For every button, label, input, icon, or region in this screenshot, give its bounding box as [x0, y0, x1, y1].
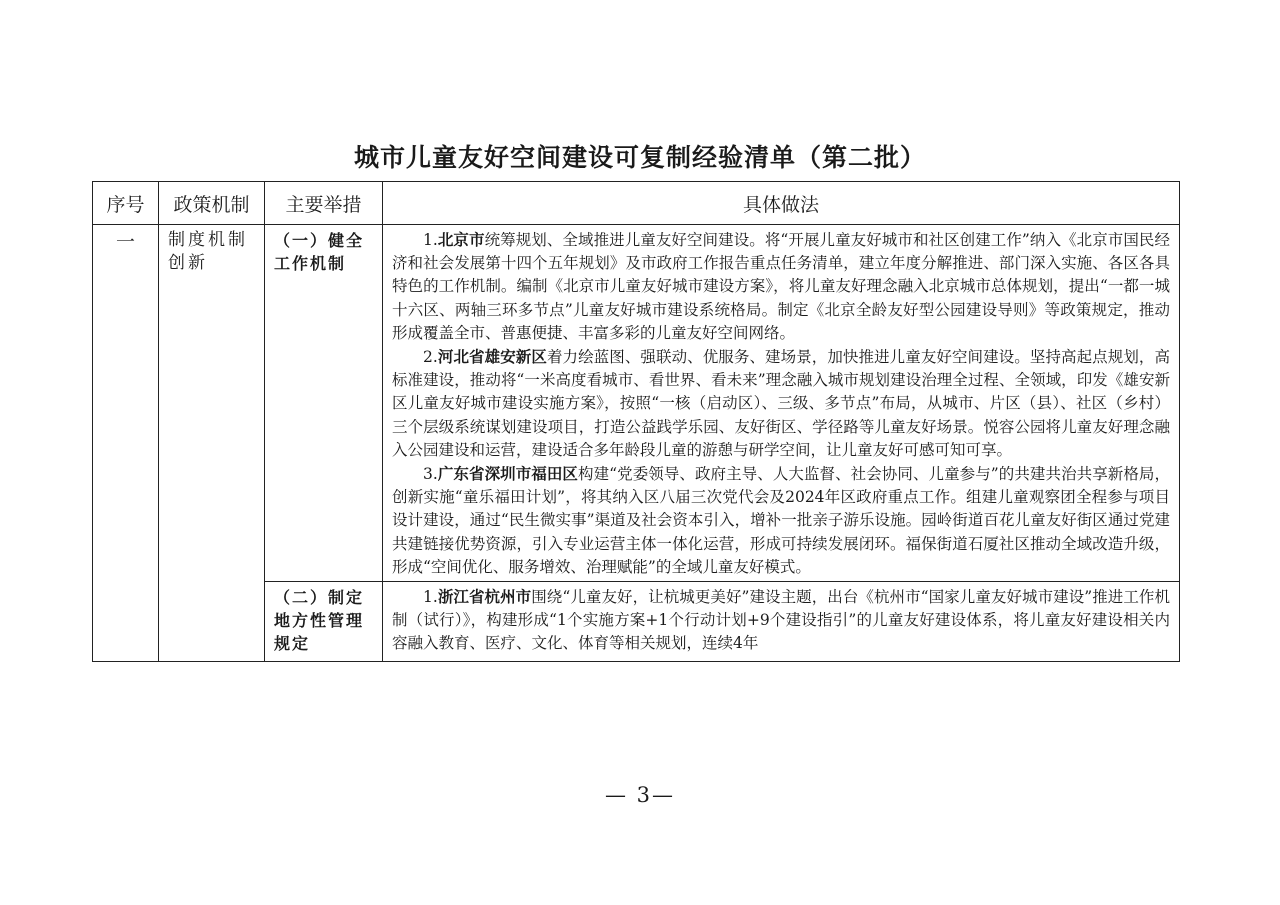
- header-detail: 具体做法: [383, 182, 1180, 225]
- item-text: 围绕“儿童友好，让杭城更美好”建设主题，出台《杭州市“国家儿童友好城市建设”推进工作机制（试行）》，构建形成“1个实施方案+1个行动计划+9个建设指引”的儿童友好建设体系，将儿童友好建设相关内容融入教育、医疗、文化、体育等相关规划，连续4年: [392, 588, 1170, 653]
- item-number: 2.: [423, 348, 438, 367]
- header-measure: 主要举措: [265, 182, 383, 225]
- seq-cell: 一: [93, 225, 159, 662]
- detail-cell: [383, 582, 1180, 662]
- item-place: 北京市: [437, 230, 485, 249]
- item-number: 1.: [423, 588, 438, 607]
- detail-cell: [383, 225, 1180, 582]
- item-place: 河北省雄安新区: [437, 347, 547, 367]
- table-header-row: [93, 182, 1180, 225]
- detail-paragraph: [392, 462, 1170, 579]
- page-title: 城市儿童友好空间建设可复制经验清单（第二批）: [353, 143, 926, 172]
- policy-cell: 制度机制创新: [159, 225, 265, 662]
- item-number: 3.: [423, 465, 438, 484]
- item-text: 构建“党委领导、政府主导、人大监督、社会协同、儿童参与”的共建共治共享新格局，创新实施“童乐福田计划”，将其纳入区八届三次党代会及2024年区政府重点工作。组建儿童观察团全程参与项目设计建设，通过“民生微实事”渠道及社会资本引入，增补一批亲子游乐设施。园岭街道百花儿童友好街区通过党建共建链接优势资源，引入专业运营主体一体化运营，形成可持续发展闭环。福保街道石厦社区推动全域改造升级，形成“空间优化、服务增效、治理赋能”的全域儿童友好模式。: [392, 465, 1170, 576]
- header-seq: 序号: [93, 182, 159, 225]
- page-number: — 3—: [604, 783, 676, 807]
- measure-cell: （一）健全工作机制: [265, 225, 383, 582]
- experience-list-table: [92, 181, 1180, 662]
- item-text: 着力绘蓝图、强联动、优服务、建场景，加快推进儿童友好空间建设。坚持高起点规划，高标准建设，推动将“一米高度看城市、看世界、看未来”理念融入城市规划建设治理全过程、全领域，印发《雄安新区儿童友好城市建设实施方案》，按照“一核（启动区）、三级、多节点”布局，从城市、片区（县）、社区（乡村）三个层级系统谋划建设项目，打造公益践学乐园、友好街区、学径路等儿童友好场景。悦容公园将儿童友好理念融入公园建设和运营，建设适合多年龄段儿童的游憩与研学空间，让儿童友好可感可知可享。: [392, 348, 1170, 459]
- item-place: 浙江省杭州市: [437, 587, 532, 607]
- item-text: 统筹规划、全域推进儿童友好空间建设。将“开展儿童友好城市和社区创建工作”纳入《北京市国民经济和社会发展第十四个五年规划》及市政府工作报告重点任务清单，建立年度分解推进、部门深入实施、各区各具特色的工作机制。编制《北京市儿童友好城市建设方案》，将儿童友好理念融入北京城市总体规划，提出“一都一城十六区、两轴三环多节点”儿童友好城市建设系统格局。制定《北京全龄友好型公园建设导则》等政策规定，推动形成覆盖全市、普惠便捷、丰富多彩的儿童友好空间网络。: [392, 231, 1170, 342]
- detail-paragraph: [392, 228, 1170, 345]
- header-policy: 政策机制: [159, 182, 265, 225]
- item-number: 1.: [423, 231, 438, 249]
- table-row: [93, 225, 1180, 582]
- detail-paragraph: [392, 585, 1170, 656]
- measure-cell: （二）制定地方性管理规定: [265, 582, 383, 662]
- detail-paragraph: [392, 345, 1170, 462]
- item-place: 广东省深圳市福田区: [437, 464, 578, 484]
